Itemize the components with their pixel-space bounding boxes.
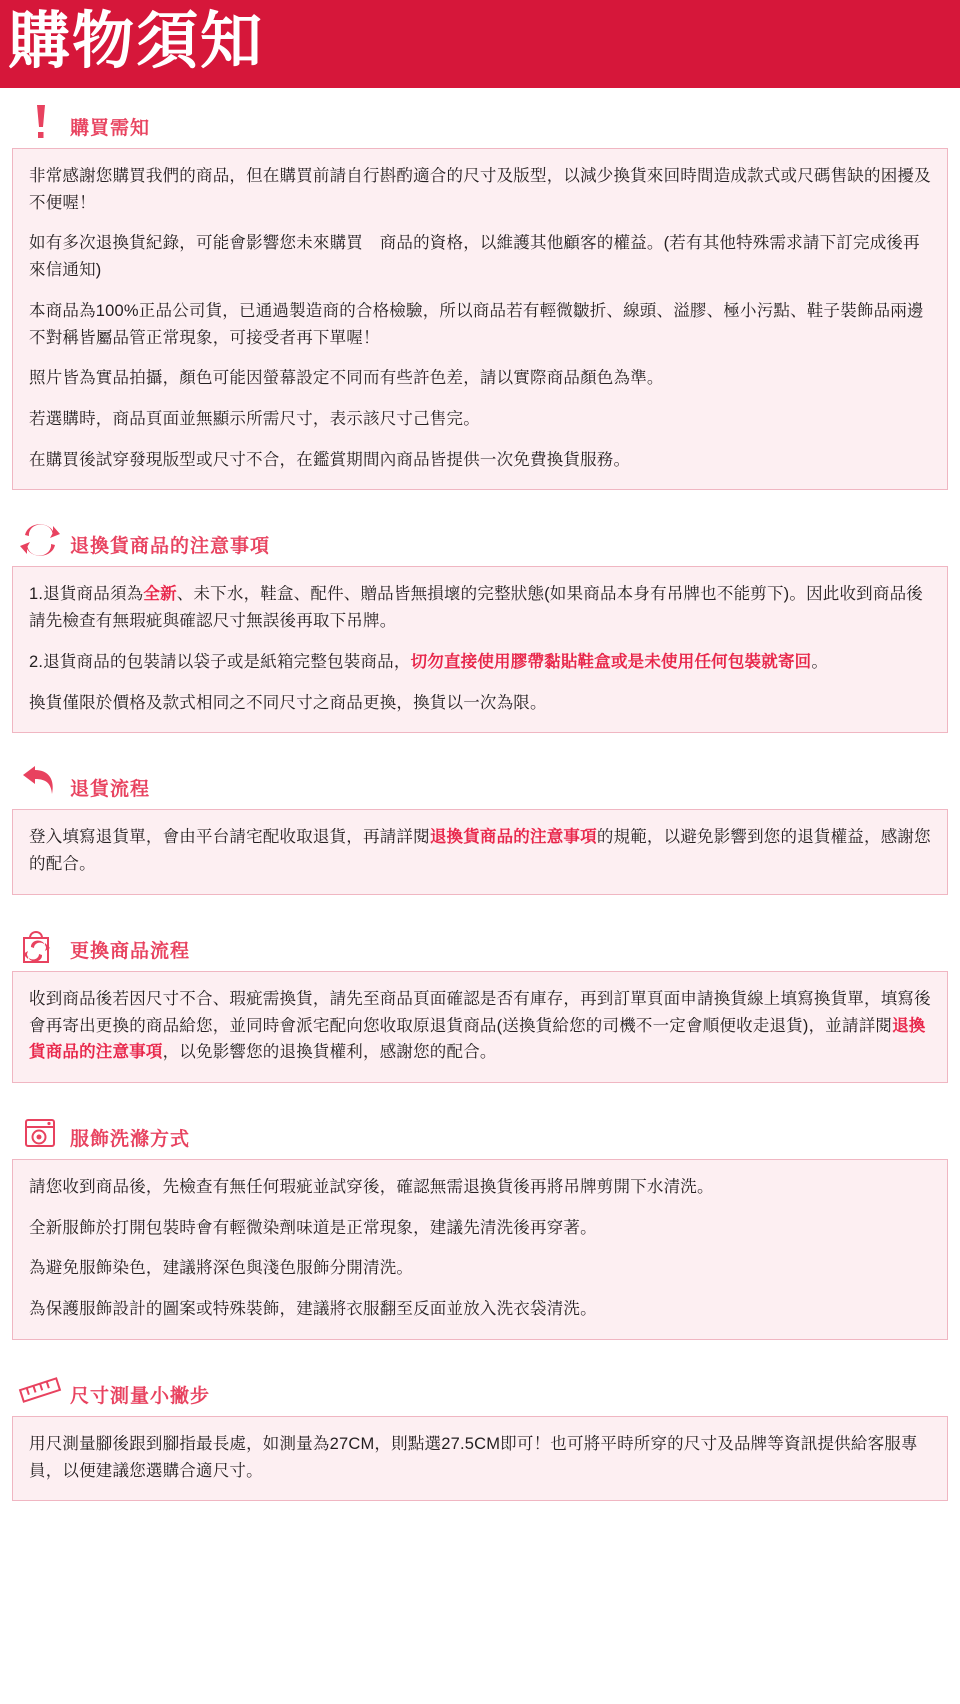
section-purchase-notice (0, 88, 960, 490)
section-header (12, 88, 948, 148)
page-banner (0, 0, 960, 88)
section-header (12, 506, 948, 566)
section-body (12, 148, 948, 490)
exclamation-icon (18, 102, 62, 142)
paragraph: 1.退貨商品須為全新、未下水，鞋盒、配件、贈品皆無損壞的完整狀態(如果商品本身有吊牌也不能剪下)。因此收到商品後請先檢查有無瑕疵與確認尺寸無誤後再取下吊牌。 (29, 585, 923, 631)
exchange-arrows-icon (18, 520, 62, 560)
back-arrow-icon (18, 763, 62, 803)
paragraph: 在購買後試穿發現版型或尺寸不合，在鑑賞期間內商品皆提供一次免費換貨服務。 (29, 450, 631, 469)
section-body (12, 1416, 948, 1501)
paragraph: 非常感謝您購買我們的商品，但在購買前請自行斟酌適合的尺寸及版型，以減少換貨來回時間造成款式或尺碼售缺的困擾及不便喔！ (29, 167, 931, 212)
section-title: 退換貨商品的注意事項 (70, 536, 271, 558)
paragraph: 若選購時，商品頁面並無顯示所需尺寸，表示該尺寸己售完。 (29, 410, 480, 429)
paragraph: 照片皆為實品拍攝，顏色可能因螢幕設定不同而有些許色差，請以實際商品顏色為準。 (29, 369, 664, 388)
ruler-icon (18, 1370, 62, 1410)
section-header (12, 749, 948, 809)
section-title: 購買需知 (70, 118, 151, 139)
paragraph: 如有多次退換貨紀錄，可能會影響您未來購買 商品的資格，以維護其他顧客的權益。(若有其他特殊需求請下訂完成後再來信通知) (29, 234, 920, 280)
section-exchange-process (0, 911, 960, 1083)
paragraph: 為保護服飾設計的圖案或特殊裝飾，建議將衣服翻至反面並放入洗衣袋清洗。 (29, 1300, 597, 1319)
paragraph: 登入填寫退貨單，會由平台請宅配收取退貨，再請詳閱退換貨商品的注意事項的規範，以避免影響到您的退貨權益，感謝您的配合。 (29, 828, 931, 874)
paragraph: 請您收到商品後，先檢查有無任何瑕疵並試穿後，確認無需退換貨後再將吊牌剪開下水清洗。 (29, 1177, 714, 1196)
section-title: 更換商品流程 (70, 940, 191, 962)
page-title: 購物須知 (8, 7, 265, 76)
washing-machine-icon (18, 1113, 62, 1153)
section-return-exchange-notes (0, 506, 960, 733)
paragraph: 換貨僅限於價格及款式相同之不同尺寸之商品更換，換貨以一次為限。 (29, 693, 547, 712)
section-header (12, 1099, 948, 1159)
paragraph: 為避免服飾染色，建議將深色與淺色服飾分開清洗。 (29, 1259, 414, 1278)
section-body (12, 809, 948, 894)
section-body (12, 1159, 948, 1340)
shopping-bag-exchange-icon (18, 925, 62, 965)
section-laundry-guide (0, 1099, 960, 1340)
section-header (12, 1356, 948, 1416)
section-title: 退貨流程 (70, 779, 151, 801)
section-return-process (0, 749, 960, 894)
paragraph: 本商品為100%正品公司貨，已通過製造商的合格檢驗，所以商品若有輕微皺折、線頭、溢膠、極小污點、鞋子裝飾品兩邊不對稱皆屬品管正常現象，可接受者再下單喔！ (29, 301, 924, 347)
paragraph: 用尺測量腳後跟到腳指最長處，如測量為27CM，則點選27.5CM即可！也可將平時所穿的尺寸及品牌等資訊提供給客服專員，以便建議您選購合適尺寸。 (29, 1434, 918, 1480)
paragraph: 全新服飾於打開包裝時會有輕微染劑味道是正常現象，建議先清洗後再穿著。 (29, 1218, 597, 1237)
paragraph: 2.退貨商品的包裝請以袋子或是紙箱完整包裝商品，切勿直接使用膠帶黏貼鞋盒或是未使用任何包裝就寄回。 (29, 652, 829, 671)
section-body (12, 566, 948, 733)
section-header (12, 911, 948, 971)
section-title: 服飾洗滌方式 (70, 1128, 191, 1150)
section-measure-tips (0, 1356, 960, 1501)
paragraph: 收到商品後若因尺寸不合、瑕疵需換貨，請先至商品頁面確認是否有庫存，再到訂單頁面申請換貨線上填寫換貨單，填寫後會再寄出更換的商品給您，並同時會派宅配向您收取原退貨商品(送換貨給您的司機不一定會順便收走退貨)，並請詳閱退換貨商品的注意事項，以免影響您的退換貨權利，感謝您的配合。 (29, 989, 931, 1062)
section-title: 尺寸測量小撇步 (70, 1385, 211, 1407)
section-body (12, 971, 948, 1083)
